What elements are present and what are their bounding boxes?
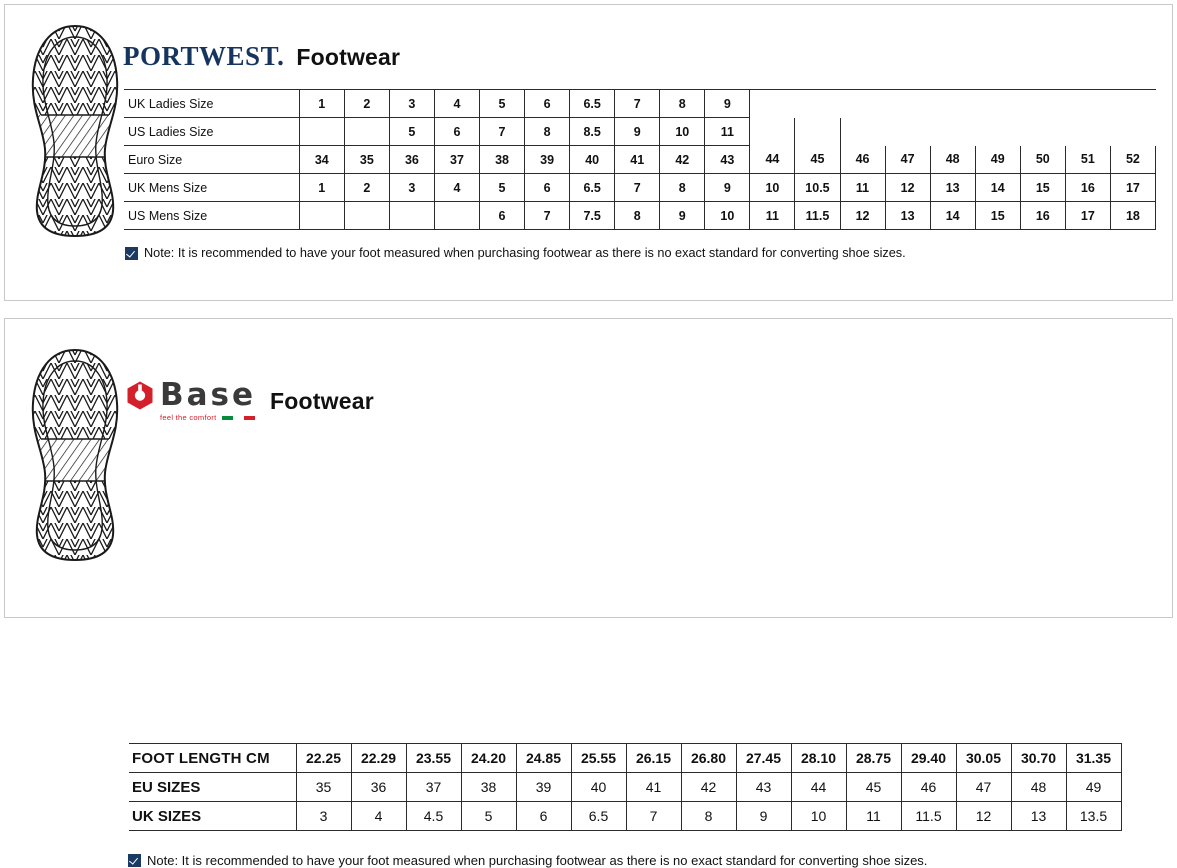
cell: 8.5 <box>570 118 615 146</box>
cell <box>1020 90 1065 118</box>
cell: 10.5 <box>795 174 840 202</box>
cell: 11.5 <box>901 802 956 831</box>
cell: 17 <box>1065 202 1110 230</box>
cell <box>750 90 795 118</box>
cell: 5 <box>480 174 525 202</box>
cell: 6 <box>525 90 570 118</box>
cell: 46 <box>840 146 885 174</box>
cell: 47 <box>885 146 930 174</box>
row-label: UK Mens Size <box>124 174 299 202</box>
cell: 14 <box>930 202 975 230</box>
cell: 7 <box>615 174 660 202</box>
cell: 26.15 <box>626 744 681 773</box>
cell: 2 <box>344 174 389 202</box>
cell: 36 <box>351 773 406 802</box>
cell: 9 <box>705 174 750 202</box>
page-title: Footwear <box>296 44 401 70</box>
cell: 6.5 <box>570 90 615 118</box>
shoe-sole-icon <box>27 23 123 238</box>
cell <box>840 118 885 146</box>
cell: 26.80 <box>681 744 736 773</box>
cell: 10 <box>791 802 846 831</box>
cell: 45 <box>846 773 901 802</box>
cell: 10 <box>705 202 750 230</box>
cell: 31.35 <box>1066 744 1121 773</box>
shoe-sole-icon <box>27 347 123 562</box>
cell: 6 <box>434 118 479 146</box>
cell <box>795 90 840 118</box>
cell: 28.10 <box>791 744 846 773</box>
cell <box>344 202 389 230</box>
cell: 13.5 <box>1066 802 1121 831</box>
base-logo-top <box>127 377 257 414</box>
cell: 9 <box>660 202 705 230</box>
cell: 49 <box>975 146 1020 174</box>
cell: 52 <box>1110 146 1155 174</box>
cell <box>344 118 389 146</box>
cell: 13 <box>1011 802 1066 831</box>
cell: 13 <box>930 174 975 202</box>
cell: 8 <box>525 118 570 146</box>
base-size-table <box>129 743 1122 831</box>
cell: 25.55 <box>571 744 626 773</box>
cell: 12 <box>956 802 1011 831</box>
cell: 11 <box>705 118 750 146</box>
cell: 3 <box>389 174 434 202</box>
page-title: Footwear <box>270 387 374 414</box>
cell: 22.25 <box>296 744 351 773</box>
cell: 9 <box>736 802 791 831</box>
cell: 6.5 <box>571 802 626 831</box>
cell <box>975 90 1020 118</box>
cell: 28.75 <box>846 744 901 773</box>
cell: 4 <box>351 802 406 831</box>
cell: 16 <box>1065 174 1110 202</box>
cell <box>885 118 930 146</box>
cell <box>1065 90 1110 118</box>
cell: 46 <box>901 773 956 802</box>
cell: 34 <box>299 146 344 174</box>
cell <box>1110 118 1155 146</box>
cell: 11.5 <box>795 202 840 230</box>
cell <box>389 202 434 230</box>
base-brand-header <box>127 377 374 425</box>
checkbox-checked-icon <box>128 854 141 867</box>
cell: 43 <box>736 773 791 802</box>
table-row <box>129 773 1121 802</box>
table-row <box>129 802 1121 831</box>
cell: 9 <box>705 90 750 118</box>
table-row <box>124 174 1156 202</box>
cell: 42 <box>681 773 736 802</box>
cell: 51 <box>1065 146 1110 174</box>
cell: 35 <box>296 773 351 802</box>
cell: 7 <box>626 802 681 831</box>
cell: 9 <box>615 118 660 146</box>
table-row <box>124 146 1156 174</box>
note-text: Note: It is recommended to have your foot measured when purchasing footwear as there is no exact standard for converting shoe sizes. <box>147 853 928 868</box>
cell: 44 <box>791 773 846 802</box>
cell: 6 <box>516 802 571 831</box>
row-label: US Ladies Size <box>124 118 299 146</box>
cell <box>840 90 885 118</box>
row-label: Euro Size <box>124 146 299 174</box>
cell: 8 <box>660 90 705 118</box>
footwear-note <box>125 246 906 260</box>
note-text: Note: It is recommended to have your foot measured when purchasing footwear as there is no exact standard for converting shoe sizes. <box>144 246 906 260</box>
cell: 38 <box>480 146 525 174</box>
footwear-note <box>128 853 927 868</box>
cell: 38 <box>461 773 516 802</box>
cell: 12 <box>885 174 930 202</box>
portwest-size-table <box>124 89 1156 230</box>
cell: 5 <box>389 118 434 146</box>
cell <box>434 202 479 230</box>
cell: 35 <box>344 146 389 174</box>
row-label: EU SIZES <box>129 773 296 802</box>
cell: 1 <box>299 90 344 118</box>
cell: 11 <box>846 802 901 831</box>
cell: 24.85 <box>516 744 571 773</box>
cell <box>975 118 1020 146</box>
base-logo <box>127 377 257 423</box>
cell <box>795 118 840 146</box>
cell: 5 <box>480 90 525 118</box>
brand-wordmark: PORTWEST. <box>123 41 285 71</box>
table-row <box>124 118 1156 146</box>
cell <box>299 118 344 146</box>
cell <box>930 118 975 146</box>
cell: 39 <box>516 773 571 802</box>
brand-wordmark: Base <box>160 377 257 414</box>
cell: 47 <box>956 773 1011 802</box>
cell: 14 <box>975 174 1020 202</box>
cell: 13 <box>885 202 930 230</box>
cell: 6.5 <box>570 174 615 202</box>
cell <box>299 202 344 230</box>
portwest-brand-header <box>123 41 400 77</box>
base-tagline-row <box>160 414 256 422</box>
cell: 48 <box>1011 773 1066 802</box>
cell: 37 <box>406 773 461 802</box>
cell: 41 <box>615 146 660 174</box>
italy-flag-icon <box>222 416 256 420</box>
portwest-size-chart-panel <box>4 4 1173 301</box>
cell: 10 <box>750 174 795 202</box>
cell: 17 <box>1110 174 1155 202</box>
cell <box>1110 90 1155 118</box>
checkbox-checked-icon <box>125 247 138 260</box>
cell: 44 <box>750 146 795 174</box>
cell: 50 <box>1020 146 1065 174</box>
cell: 42 <box>660 146 705 174</box>
cell: 49 <box>1066 773 1121 802</box>
cell: 29.40 <box>901 744 956 773</box>
row-label: UK Ladies Size <box>124 90 299 118</box>
cell <box>885 90 930 118</box>
cell: 22.29 <box>351 744 406 773</box>
cell: 30.70 <box>1011 744 1066 773</box>
cell: 16 <box>1020 202 1065 230</box>
brand-tagline: feel the comfort <box>160 413 217 423</box>
cell <box>1020 118 1065 146</box>
cell: 8 <box>615 202 660 230</box>
cell: 8 <box>681 802 736 831</box>
cell: 40 <box>571 773 626 802</box>
cell: 4 <box>434 174 479 202</box>
cell <box>1065 118 1110 146</box>
cell: 8 <box>660 174 705 202</box>
cell: 7 <box>525 202 570 230</box>
cell: 7.5 <box>570 202 615 230</box>
cell: 15 <box>975 202 1020 230</box>
cell: 3 <box>296 802 351 831</box>
cell: 41 <box>626 773 681 802</box>
table-row <box>124 90 1156 118</box>
hexagon-icon <box>127 381 153 410</box>
cell: 36 <box>389 146 434 174</box>
row-label: UK SIZES <box>129 802 296 831</box>
row-label: US Mens Size <box>124 202 299 230</box>
cell: 30.05 <box>956 744 1011 773</box>
table-row <box>124 202 1156 230</box>
cell: 4.5 <box>406 802 461 831</box>
cell: 6 <box>525 174 570 202</box>
cell: 24.20 <box>461 744 516 773</box>
cell: 10 <box>660 118 705 146</box>
table-row <box>129 744 1121 773</box>
cell: 15 <box>1020 174 1065 202</box>
cell: 45 <box>795 146 840 174</box>
cell: 11 <box>840 174 885 202</box>
base-size-chart-panel <box>4 318 1173 868</box>
cell: 2 <box>344 90 389 118</box>
cell: 5 <box>461 802 516 831</box>
cell: 3 <box>389 90 434 118</box>
cell <box>750 118 795 146</box>
cell: 4 <box>434 90 479 118</box>
cell: 7 <box>480 118 525 146</box>
cell: 6 <box>480 202 525 230</box>
cell: 39 <box>525 146 570 174</box>
cell: 48 <box>930 146 975 174</box>
column-header: FOOT LENGTH CM <box>129 744 296 773</box>
cell: 27.45 <box>736 744 791 773</box>
cell: 7 <box>615 90 660 118</box>
cell: 18 <box>1110 202 1155 230</box>
cell: 40 <box>570 146 615 174</box>
cell: 12 <box>840 202 885 230</box>
cell: 23.55 <box>406 744 461 773</box>
cell: 43 <box>705 146 750 174</box>
cell: 1 <box>299 174 344 202</box>
cell <box>930 90 975 118</box>
cell: 37 <box>434 146 479 174</box>
cell: 11 <box>750 202 795 230</box>
